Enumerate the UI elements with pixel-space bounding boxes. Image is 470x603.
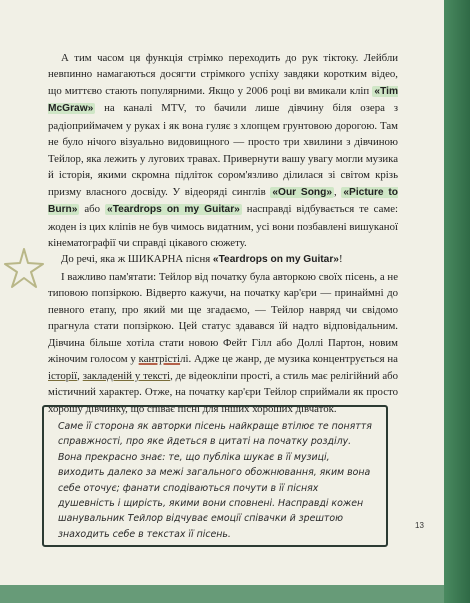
song-title-highlight: «Tim McGraw» — [48, 85, 398, 115]
text-run: ! — [338, 253, 343, 266]
text-run: , — [77, 369, 83, 382]
text-run: До речі, яка ж ШИКАРНА пісня — [61, 253, 213, 266]
underlined-term: історії — [48, 369, 78, 382]
song-title-highlight: «Teardrops on my Guitar» — [107, 204, 240, 216]
underlined-term: закладеній у тексті — [82, 369, 171, 382]
text-run: лі. Адже це жанр, де музика концентрується на — [180, 353, 398, 366]
text-run: , де відеокліпи прості, а стиль має релігійний або містичний характер. Отже, на початку кар'єри Тейлор сприймали як просто хорошу дівчинку, що співає пісні для інших хороших дівчаток. — [48, 369, 398, 415]
song-title-highlight: «Our Song» — [272, 186, 333, 198]
text-run: насправді відбувається те саме: жоден із цих кліпів не був чимось видатним, усі вони позбавлені вишуканої кінематографії чи справді цікавого сюжету. — [48, 203, 398, 249]
page-number: 13 — [415, 521, 424, 530]
text-run: або — [79, 203, 106, 216]
underlined-term: кантрісті — [138, 353, 181, 366]
body-text — [48, 50, 398, 417]
paragraph-2 — [48, 251, 398, 268]
text-run: А тим часом ця функція стрімко переходить до рук тіктоку. Лейбли невпинно намагаються досягти стрімкого успіху завдяки коротким відео, що миттєво стають популярними. Якщо у 2006 році ви вмикали кліп — [48, 52, 398, 97]
text-run: , — [334, 185, 342, 198]
text-run: на каналі MTV, то бачили лише дівчину біля озера з радіоприймачем у руках і як вона гуляє з хлопцем грунтовою дорогою. Там не було нічого візуально видовищного — просто три хвилини з дівчиною Тейлор, яка лежить у лугових травах. Привернути вашу увагу могли музика й історія, якими скромна підліток сором'язливо ділилася зі світом крізь призму власного досвіду. У відеорядi синглів — [48, 102, 398, 198]
paragraph-1 — [48, 50, 398, 251]
paragraph-3 — [48, 269, 398, 417]
star-doodle-icon — [2, 246, 46, 290]
song-title-bold: «Teardrops on my Guitar» — [212, 254, 339, 266]
song-title-highlight: «Picture to Burn» — [48, 186, 398, 216]
text-run: І важливо пам'ятати: Тейлор від початку була авторкою своїх пісень, а не типовою попзіркою. Відверто кажучи, на початку кар'єри — принаймні до певного етапу, про який ми ще згадаємо, — Тейлор навряд чи свідомо прагнула стати попзіркою. Цей статус здавався їй надто відповідальним. Дівчина більше хотіла стати новою Фейт Гілл або Доллі Партон, новим жіночим голосом у — [48, 270, 398, 366]
green-edge-decoration — [444, 0, 470, 603]
bottom-band-decoration — [0, 585, 444, 603]
note-text: Саме її сторона як авторки пісень найкраще втілює те поняття справжності, про яке йдеться в цитаті на початку розділу. Вона прекрасно знає: те, що публіка шукає в її музиці, виходить далеко за межі загального обожнювання, яким вона себе оточує; фанати сподіваються почути в її піснях душевність і щирість, якими вони сповнені. Насправді кожен шанувальник Тейлор відчуває емоції співачки й зрештою знаходить себе в текстах її пісень. — [58, 421, 372, 540]
